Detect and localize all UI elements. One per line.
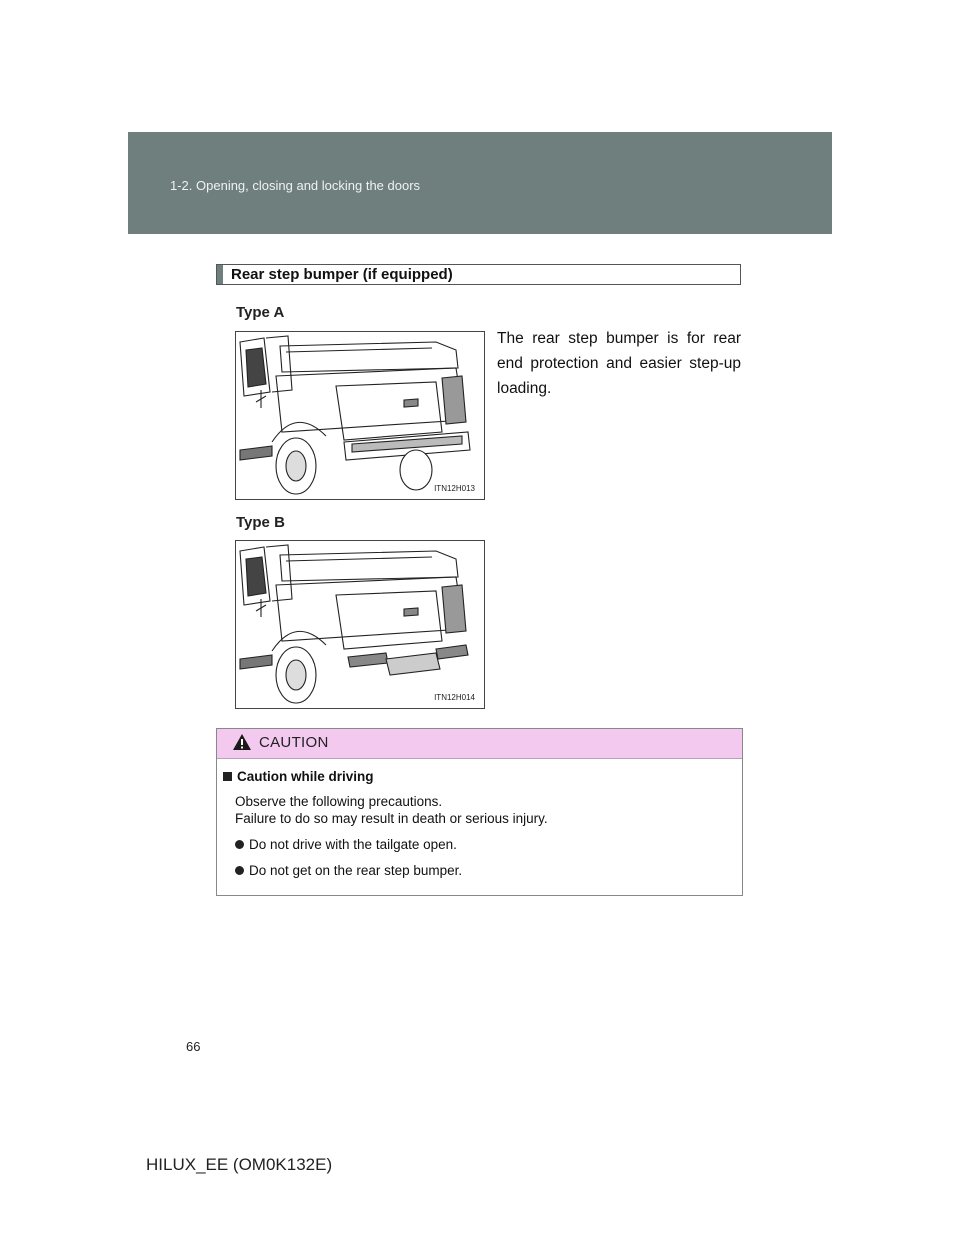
figure-code-b: ITN12H014 xyxy=(434,693,475,702)
figure-code-a: ITN12H013 xyxy=(434,484,475,493)
type-b-label: Type B xyxy=(236,514,285,531)
breadcrumb: 1-2. Opening, closing and locking the doors xyxy=(170,178,421,193)
description: The rear step bumper is for rear end protection and easier step-up loading. xyxy=(497,330,741,397)
caution-item xyxy=(235,862,728,879)
caution-subheading xyxy=(223,769,728,784)
section-title-bar xyxy=(217,265,223,284)
caution-line: Failure to do so may result in death or serious injury. xyxy=(235,811,548,826)
caution-paragraph xyxy=(235,793,728,827)
caution-line: Observe the following precautions. xyxy=(235,794,443,809)
page-number: 66 xyxy=(186,1039,201,1054)
figure-type-b xyxy=(235,540,485,709)
caution-title: CAUTION xyxy=(259,734,329,751)
caution-item-text: Do not drive with the tailgate open. xyxy=(249,837,457,852)
footer-model-code: HILUX_EE (OM0K132E) xyxy=(146,1155,333,1174)
truck-type-a-illustration xyxy=(236,332,486,501)
caution-subheading-text: Caution while driving xyxy=(237,769,374,784)
header-band xyxy=(128,132,832,234)
caution-header xyxy=(217,729,742,759)
type-a-label: Type A xyxy=(236,304,285,321)
caution-item xyxy=(235,836,728,853)
figure-type-a xyxy=(235,331,485,500)
section-title-label: Rear step bumper (if equipped) xyxy=(231,266,453,283)
round-bullet-icon xyxy=(235,840,244,849)
round-bullet-icon xyxy=(235,866,244,875)
caution-box xyxy=(216,728,743,896)
warning-triangle-icon xyxy=(232,733,252,756)
section-title xyxy=(216,264,741,285)
caution-item-text: Do not get on the rear step bumper. xyxy=(249,863,463,878)
square-bullet-icon xyxy=(223,772,232,781)
caution-body xyxy=(223,769,728,879)
truck-type-b-illustration xyxy=(236,541,486,710)
